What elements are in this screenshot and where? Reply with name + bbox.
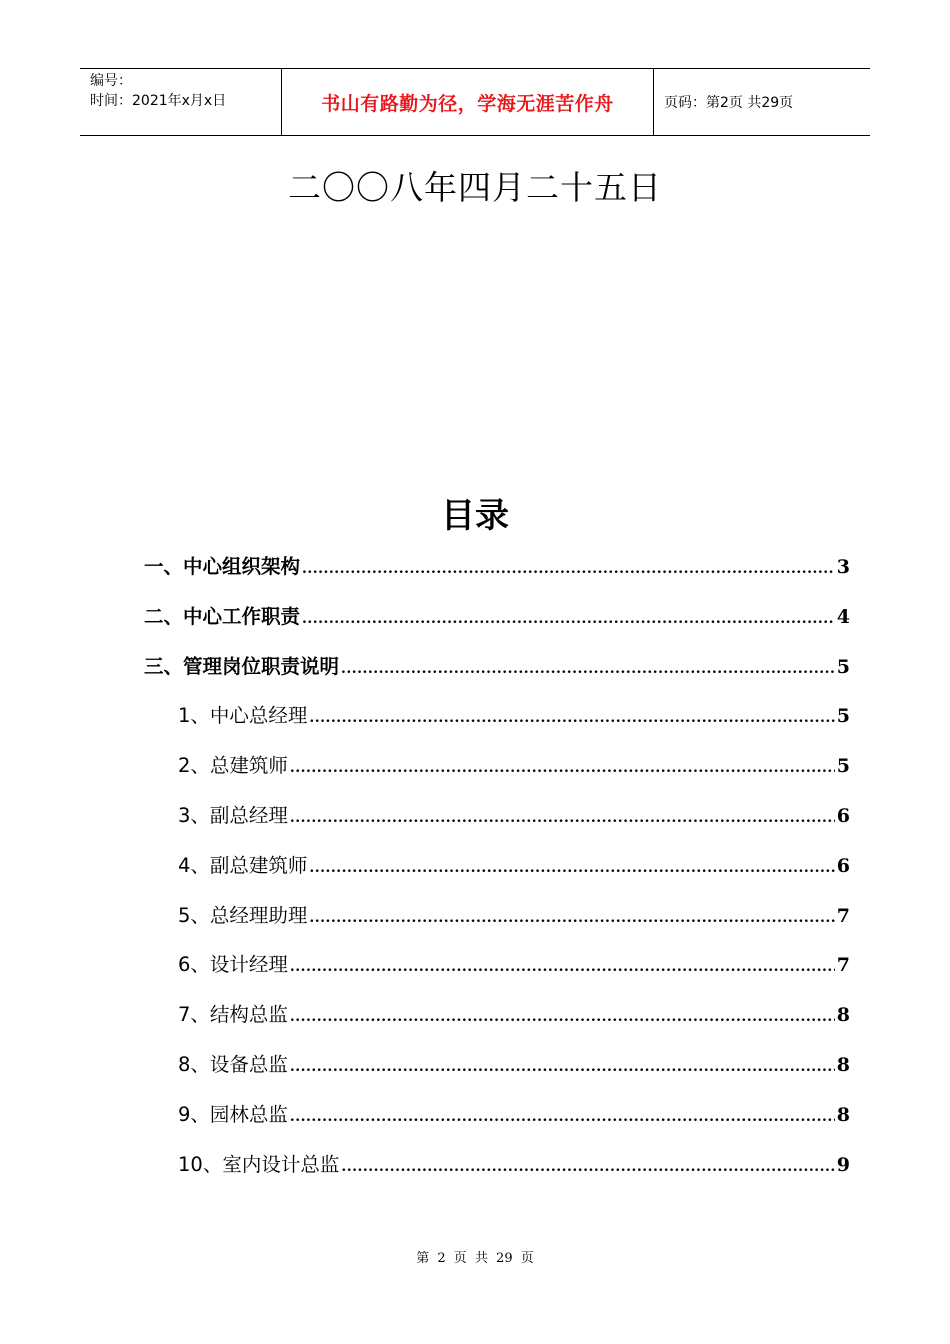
toc-entry-label: 一、中心组织架构: [144, 555, 301, 578]
toc-dot-leader: [309, 860, 834, 876]
toc-entry-page: 6: [836, 804, 850, 827]
header-page-label: 页码：第2页 共29页: [664, 95, 794, 111]
toc-dot-leader: [341, 661, 835, 677]
document-date-title: 二〇〇八年四月二十五日: [288, 168, 662, 207]
toc-entry[interactable]: [144, 651, 850, 701]
toc-entry-label: 4、副总建筑师: [178, 853, 308, 877]
header-motto: 书山有路勤为径，学海无涯苦作舟: [321, 92, 614, 115]
toc-dot-leader: [290, 1059, 835, 1075]
toc-entry-label: 3、副总经理: [178, 803, 288, 827]
toc-entry-page: 8: [836, 1004, 850, 1027]
toc-entry-label: 三、管理岗位职责说明: [144, 654, 340, 678]
toc-entry-label: 二、中心工作职责: [144, 604, 301, 628]
page-header-table: [80, 68, 870, 136]
toc-subentry[interactable]: [144, 1099, 850, 1149]
toc-entry-page: 5: [836, 755, 850, 778]
toc-title: 目录: [441, 496, 509, 536]
toc-entry-page: 4: [836, 605, 850, 628]
toc-dot-leader: [302, 561, 835, 577]
table-of-contents: [144, 551, 850, 1198]
toc-entry-label: 1、中心总经理: [178, 704, 308, 728]
toc-dot-leader: [341, 1159, 834, 1175]
header-page-cell: [654, 69, 870, 135]
toc-entry[interactable]: [144, 601, 850, 651]
toc-entry-label: 9、园林总监: [178, 1102, 288, 1126]
toc-subentry[interactable]: [144, 700, 850, 750]
toc-dot-leader: [290, 959, 835, 975]
toc-entry-page: 7: [836, 904, 850, 927]
toc-dot-leader: [290, 760, 835, 776]
toc-dot-leader: [290, 1009, 835, 1025]
toc-entry-page: 8: [836, 1053, 850, 1076]
toc-subentry[interactable]: [144, 999, 850, 1049]
toc-entry[interactable]: [144, 551, 850, 601]
toc-entry-page: 7: [836, 954, 850, 977]
toc-entry-page: 5: [836, 705, 850, 728]
toc-entry-label: 5、总经理助理: [178, 903, 308, 927]
toc-entry-label: 8、设备总监: [178, 1052, 288, 1076]
toc-dot-leader: [290, 810, 835, 826]
toc-subentry[interactable]: [144, 1149, 850, 1199]
toc-entry-page: 9: [836, 1153, 850, 1176]
toc-entry-label: 2、总建筑师: [178, 754, 288, 778]
toc-entry-label: 7、结构总监: [178, 1003, 288, 1027]
document-time-label: 时间：2021年x月x日: [90, 93, 227, 109]
toc-entry-label: 10、室内设计总监: [178, 1152, 340, 1176]
toc-entry-page: 3: [836, 556, 850, 578]
toc-subentry[interactable]: [144, 1049, 850, 1099]
toc-entry-page: 8: [836, 1103, 850, 1126]
header-meta-cell: [80, 69, 281, 135]
toc-dot-leader: [290, 1109, 835, 1125]
toc-entry-page: 5: [836, 655, 850, 678]
document-number-label: 编号：: [90, 73, 132, 89]
toc-entry-page: 6: [836, 854, 850, 877]
toc-subentry[interactable]: [144, 800, 850, 850]
header-motto-cell: [281, 69, 654, 135]
toc-subentry[interactable]: [144, 850, 850, 900]
toc-dot-leader: [302, 611, 835, 627]
toc-dot-leader: [309, 910, 834, 926]
page-footer: 第 2 页 共 29 页: [416, 1251, 534, 1266]
toc-subentry[interactable]: [144, 900, 850, 950]
toc-subentry[interactable]: [144, 949, 850, 999]
toc-subentry[interactable]: [144, 750, 850, 800]
toc-dot-leader: [309, 710, 834, 726]
toc-entry-label: 6、设计经理: [178, 953, 288, 977]
